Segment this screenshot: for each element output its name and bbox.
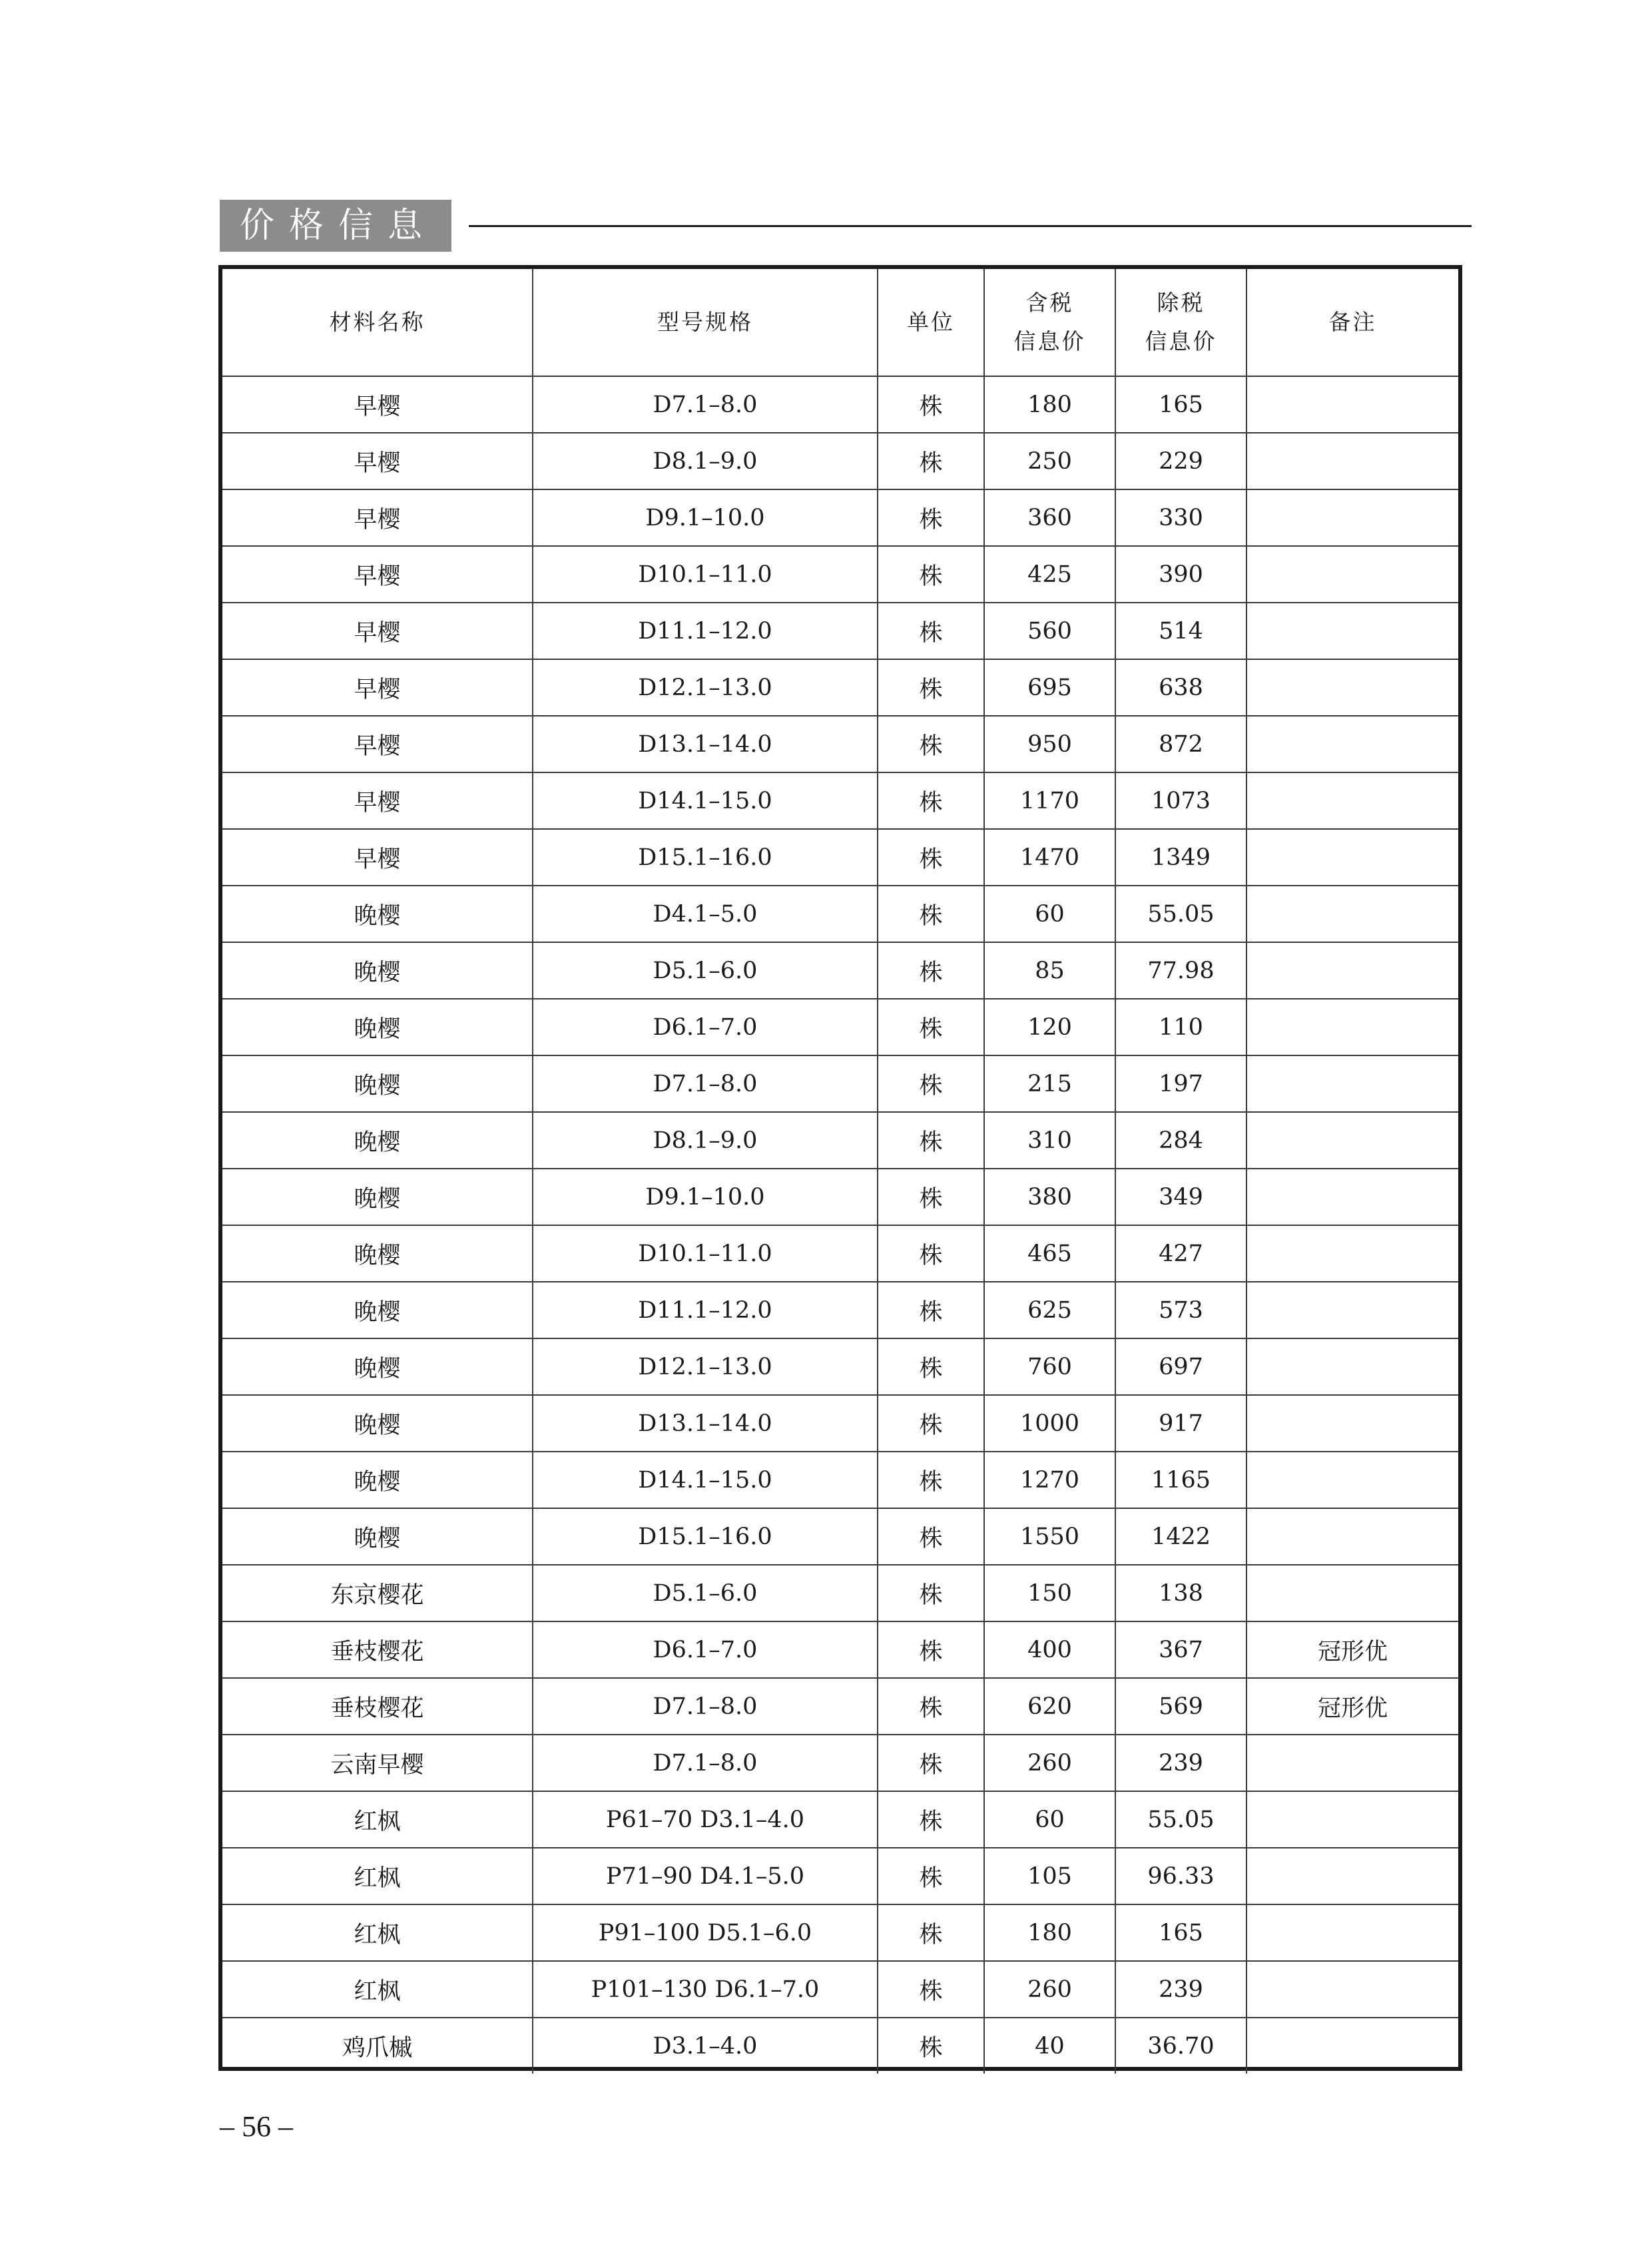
cell-material-name: 晚樱: [222, 1112, 533, 1169]
page-number: – 56 –: [220, 2110, 293, 2143]
cell-material-name: 鸡爪槭: [222, 2018, 533, 2074]
table-row: [222, 1791, 1458, 1848]
cell-unit: 株: [878, 1395, 984, 1452]
cell-price-tax-included: 120: [984, 999, 1115, 1055]
header-note: 备注: [1246, 269, 1458, 376]
cell-unit: 株: [878, 376, 984, 433]
cell-price-tax-excluded: 197: [1115, 1055, 1246, 1112]
cell-price-tax-excluded: 36.70: [1115, 2018, 1246, 2074]
cell-note: [1246, 433, 1458, 489]
cell-note: [1246, 1112, 1458, 1169]
cell-spec: D9.1–10.0: [533, 1169, 878, 1225]
cell-unit: 株: [878, 1848, 984, 1904]
table-row: [222, 1904, 1458, 1961]
cell-unit: 株: [878, 1282, 984, 1338]
section-title: 价格信息: [220, 200, 451, 252]
cell-unit: 株: [878, 1169, 984, 1225]
cell-spec: D4.1–5.0: [533, 886, 878, 942]
table-row: [222, 1055, 1458, 1112]
cell-material-name: 东京樱花: [222, 1565, 533, 1621]
cell-unit: 株: [878, 1904, 984, 1961]
cell-unit: 株: [878, 1055, 984, 1112]
table-row: [222, 1112, 1458, 1169]
cell-price-tax-excluded: 110: [1115, 999, 1246, 1055]
cell-spec: D12.1–13.0: [533, 659, 878, 716]
cell-note: [1246, 376, 1458, 433]
cell-unit: 株: [878, 1678, 984, 1735]
cell-unit: 株: [878, 433, 984, 489]
cell-price-tax-excluded: 427: [1115, 1225, 1246, 1282]
table-row: [222, 1225, 1458, 1282]
cell-unit: 株: [878, 1225, 984, 1282]
table-row: [222, 1735, 1458, 1791]
cell-material-name: 晚樱: [222, 1452, 533, 1508]
cell-price-tax-included: 40: [984, 2018, 1115, 2074]
cell-price-tax-excluded: 1349: [1115, 829, 1246, 886]
cell-price-tax-excluded: 96.33: [1115, 1848, 1246, 1904]
cell-material-name: 晚樱: [222, 1395, 533, 1452]
cell-material-name: 早樱: [222, 659, 533, 716]
cell-price-tax-included: 1170: [984, 772, 1115, 829]
cell-price-tax-excluded: 569: [1115, 1678, 1246, 1735]
table-body: [222, 376, 1458, 2074]
cell-spec: D7.1–8.0: [533, 1055, 878, 1112]
cell-price-tax-included: 250: [984, 433, 1115, 489]
table-row: [222, 1395, 1458, 1452]
table-row: [222, 886, 1458, 942]
header-tax-incl-line2: 信息价: [1013, 328, 1086, 354]
cell-unit: 株: [878, 2018, 984, 2074]
table-row: [222, 2018, 1458, 2074]
cell-material-name: 晚樱: [222, 942, 533, 999]
table-header-row: [222, 269, 1458, 376]
cell-unit: 株: [878, 886, 984, 942]
cell-spec: D8.1–9.0: [533, 433, 878, 489]
cell-material-name: 云南早樱: [222, 1735, 533, 1791]
table-row: [222, 1848, 1458, 1904]
cell-material-name: 晚樱: [222, 886, 533, 942]
table-row: [222, 603, 1458, 659]
cell-price-tax-included: 1270: [984, 1452, 1115, 1508]
cell-note: [1246, 772, 1458, 829]
cell-material-name: 早樱: [222, 716, 533, 772]
cell-note: 冠形优: [1246, 1678, 1458, 1735]
cell-note: [1246, 659, 1458, 716]
cell-price-tax-included: 310: [984, 1112, 1115, 1169]
cell-spec: D15.1–16.0: [533, 829, 878, 886]
cell-price-tax-excluded: 349: [1115, 1169, 1246, 1225]
cell-note: [1246, 1565, 1458, 1621]
cell-price-tax-included: 695: [984, 659, 1115, 716]
cell-note: [1246, 886, 1458, 942]
cell-price-tax-excluded: 1165: [1115, 1452, 1246, 1508]
cell-spec: D13.1–14.0: [533, 1395, 878, 1452]
table-row: [222, 829, 1458, 886]
table-row: [222, 546, 1458, 603]
cell-price-tax-excluded: 872: [1115, 716, 1246, 772]
cell-price-tax-included: 60: [984, 886, 1115, 942]
cell-material-name: 早樱: [222, 376, 533, 433]
cell-material-name: 红枫: [222, 1848, 533, 1904]
cell-note: [1246, 829, 1458, 886]
table-row: [222, 999, 1458, 1055]
cell-note: [1246, 1904, 1458, 1961]
cell-material-name: 晚樱: [222, 1225, 533, 1282]
cell-price-tax-included: 950: [984, 716, 1115, 772]
cell-spec: D5.1–6.0: [533, 942, 878, 999]
cell-unit: 株: [878, 1338, 984, 1395]
cell-unit: 株: [878, 546, 984, 603]
cell-price-tax-excluded: 77.98: [1115, 942, 1246, 999]
table-row: [222, 659, 1458, 716]
cell-material-name: 早樱: [222, 772, 533, 829]
cell-price-tax-included: 60: [984, 1791, 1115, 1848]
cell-price-tax-excluded: 239: [1115, 1961, 1246, 2018]
header-tax-incl-line1: 含税: [1025, 290, 1074, 316]
cell-price-tax-excluded: 573: [1115, 1282, 1246, 1338]
table-row: [222, 433, 1458, 489]
cell-note: [1246, 489, 1458, 546]
cell-unit: 株: [878, 1621, 984, 1678]
cell-price-tax-included: 180: [984, 376, 1115, 433]
cell-spec: D5.1–6.0: [533, 1565, 878, 1621]
cell-price-tax-included: 560: [984, 603, 1115, 659]
table-row: [222, 1338, 1458, 1395]
cell-unit: 株: [878, 1961, 984, 2018]
cell-unit: 株: [878, 1565, 984, 1621]
table-row: [222, 1169, 1458, 1225]
cell-price-tax-excluded: 165: [1115, 1904, 1246, 1961]
cell-note: [1246, 603, 1458, 659]
cell-unit: 株: [878, 1452, 984, 1508]
cell-spec: D13.1–14.0: [533, 716, 878, 772]
price-table: [222, 269, 1458, 2074]
cell-price-tax-included: 1470: [984, 829, 1115, 886]
cell-spec: D14.1–15.0: [533, 1452, 878, 1508]
cell-price-tax-included: 400: [984, 1621, 1115, 1678]
cell-spec: P101–130 D6.1–7.0: [533, 1961, 878, 2018]
cell-price-tax-excluded: 55.05: [1115, 1791, 1246, 1848]
cell-material-name: 晚樱: [222, 1338, 533, 1395]
table-row: [222, 1961, 1458, 2018]
cell-spec: P71–90 D4.1–5.0: [533, 1848, 878, 1904]
cell-material-name: 早樱: [222, 489, 533, 546]
cell-note: [1246, 942, 1458, 999]
header-material-name: 材料名称: [222, 269, 533, 376]
cell-note: [1246, 1225, 1458, 1282]
cell-unit: 株: [878, 999, 984, 1055]
cell-spec: D6.1–7.0: [533, 999, 878, 1055]
cell-spec: D10.1–11.0: [533, 1225, 878, 1282]
cell-spec: D10.1–11.0: [533, 546, 878, 603]
header-tax-excl-line1: 除税: [1157, 290, 1205, 316]
cell-unit: 株: [878, 659, 984, 716]
cell-spec: D9.1–10.0: [533, 489, 878, 546]
cell-spec: D7.1–8.0: [533, 376, 878, 433]
cell-note: [1246, 1791, 1458, 1848]
cell-note: [1246, 1452, 1458, 1508]
cell-note: [1246, 1848, 1458, 1904]
cell-note: [1246, 1508, 1458, 1565]
cell-price-tax-excluded: 1422: [1115, 1508, 1246, 1565]
cell-price-tax-included: 260: [984, 1961, 1115, 2018]
cell-price-tax-excluded: 367: [1115, 1621, 1246, 1678]
table-row: [222, 1565, 1458, 1621]
cell-material-name: 红枫: [222, 1791, 533, 1848]
cell-price-tax-included: 620: [984, 1678, 1115, 1735]
table-row: [222, 1678, 1458, 1735]
cell-material-name: 垂枝樱花: [222, 1621, 533, 1678]
cell-material-name: 晚樱: [222, 1055, 533, 1112]
cell-spec: D15.1–16.0: [533, 1508, 878, 1565]
cell-note: 冠形优: [1246, 1621, 1458, 1678]
cell-material-name: 早樱: [222, 433, 533, 489]
cell-price-tax-excluded: 514: [1115, 603, 1246, 659]
cell-note: [1246, 1395, 1458, 1452]
cell-note: [1246, 999, 1458, 1055]
cell-price-tax-excluded: 330: [1115, 489, 1246, 546]
header-tax-excl-line2: 信息价: [1145, 328, 1217, 354]
cell-spec: D6.1–7.0: [533, 1621, 878, 1678]
cell-material-name: 红枫: [222, 1961, 533, 2018]
table-row: [222, 716, 1458, 772]
cell-price-tax-included: 465: [984, 1225, 1115, 1282]
cell-unit: 株: [878, 942, 984, 999]
cell-price-tax-excluded: 697: [1115, 1338, 1246, 1395]
cell-material-name: 垂枝樱花: [222, 1678, 533, 1735]
cell-unit: 株: [878, 1735, 984, 1791]
table-row: [222, 1452, 1458, 1508]
cell-price-tax-excluded: 284: [1115, 1112, 1246, 1169]
cell-price-tax-included: 760: [984, 1338, 1115, 1395]
cell-unit: 株: [878, 1112, 984, 1169]
cell-spec: D8.1–9.0: [533, 1112, 878, 1169]
cell-price-tax-included: 1550: [984, 1508, 1115, 1565]
cell-price-tax-excluded: 917: [1115, 1395, 1246, 1452]
cell-material-name: 早樱: [222, 546, 533, 603]
cell-material-name: 晚樱: [222, 1169, 533, 1225]
table-row: [222, 772, 1458, 829]
cell-material-name: 晚樱: [222, 1282, 533, 1338]
table-row: [222, 1621, 1458, 1678]
price-table-container: [218, 265, 1462, 2071]
cell-spec: D11.1–12.0: [533, 603, 878, 659]
cell-note: [1246, 1961, 1458, 2018]
cell-material-name: 红枫: [222, 1904, 533, 1961]
section-header: [220, 200, 1472, 252]
table-row: [222, 1508, 1458, 1565]
cell-unit: 株: [878, 1791, 984, 1848]
cell-note: [1246, 1055, 1458, 1112]
cell-price-tax-included: 425: [984, 546, 1115, 603]
header-price-tax-excluded: [1115, 269, 1246, 376]
cell-price-tax-excluded: 390: [1115, 546, 1246, 603]
cell-note: [1246, 1169, 1458, 1225]
cell-note: [1246, 716, 1458, 772]
table-row: [222, 942, 1458, 999]
cell-note: [1246, 1338, 1458, 1395]
cell-unit: 株: [878, 1508, 984, 1565]
cell-price-tax-included: 85: [984, 942, 1115, 999]
cell-spec: P91–100 D5.1–6.0: [533, 1904, 878, 1961]
cell-material-name: 早樱: [222, 829, 533, 886]
table-row: [222, 376, 1458, 433]
cell-price-tax-excluded: 229: [1115, 433, 1246, 489]
cell-price-tax-included: 215: [984, 1055, 1115, 1112]
cell-unit: 株: [878, 772, 984, 829]
cell-note: [1246, 1735, 1458, 1791]
cell-unit: 株: [878, 489, 984, 546]
cell-price-tax-excluded: 239: [1115, 1735, 1246, 1791]
cell-price-tax-excluded: 138: [1115, 1565, 1246, 1621]
cell-price-tax-excluded: 165: [1115, 376, 1246, 433]
table-row: [222, 489, 1458, 546]
cell-note: [1246, 546, 1458, 603]
cell-material-name: 晚樱: [222, 999, 533, 1055]
cell-spec: D7.1–8.0: [533, 1735, 878, 1791]
header-spec: 型号规格: [533, 269, 878, 376]
cell-price-tax-included: 105: [984, 1848, 1115, 1904]
cell-note: [1246, 1282, 1458, 1338]
cell-spec: D3.1–4.0: [533, 2018, 878, 2074]
cell-spec: D7.1–8.0: [533, 1678, 878, 1735]
cell-spec: D14.1–15.0: [533, 772, 878, 829]
header-price-tax-included: [984, 269, 1115, 376]
cell-price-tax-excluded: 638: [1115, 659, 1246, 716]
cell-unit: 株: [878, 716, 984, 772]
cell-price-tax-excluded: 55.05: [1115, 886, 1246, 942]
cell-note: [1246, 2018, 1458, 2074]
cell-price-tax-included: 1000: [984, 1395, 1115, 1452]
cell-price-tax-included: 380: [984, 1169, 1115, 1225]
cell-material-name: 早樱: [222, 603, 533, 659]
cell-unit: 株: [878, 603, 984, 659]
cell-price-tax-included: 260: [984, 1735, 1115, 1791]
cell-spec: D12.1–13.0: [533, 1338, 878, 1395]
cell-material-name: 晚樱: [222, 1508, 533, 1565]
cell-price-tax-included: 625: [984, 1282, 1115, 1338]
cell-spec: D11.1–12.0: [533, 1282, 878, 1338]
cell-price-tax-included: 150: [984, 1565, 1115, 1621]
section-divider: [469, 225, 1472, 227]
cell-price-tax-included: 360: [984, 489, 1115, 546]
cell-unit: 株: [878, 829, 984, 886]
cell-price-tax-excluded: 1073: [1115, 772, 1246, 829]
header-unit: 单位: [878, 269, 984, 376]
table-row: [222, 1282, 1458, 1338]
cell-spec: P61–70 D3.1–4.0: [533, 1791, 878, 1848]
cell-price-tax-included: 180: [984, 1904, 1115, 1961]
